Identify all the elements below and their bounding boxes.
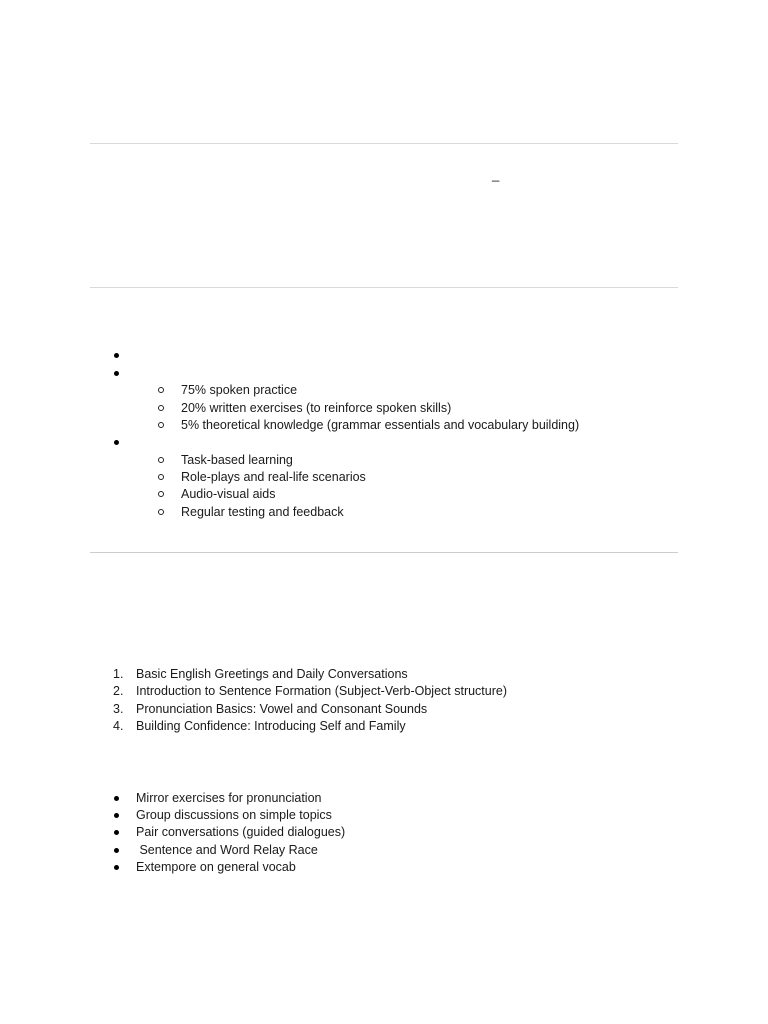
topic-item: Introduction to Sentence Formation (Subject-Verb-Object structure) [136,684,508,698]
activity-item: Extempore on general vocab [136,860,296,874]
sub-bullet-marker [158,509,164,515]
section-divider-bottom [90,552,678,553]
section-divider-middle [90,287,678,288]
activity-bullet [114,848,119,853]
topic-number: 3. [113,702,124,716]
topic-item: Basic English Greetings and Daily Conversations [136,667,408,681]
topic-item: Pronunciation Basics: Vowel and Consonant Sounds [136,702,428,716]
activity-item: Pair conversations (guided dialogues) [136,825,346,839]
method-item: Regular testing and feedback [181,505,344,519]
sub-bullet-marker [158,422,164,428]
bullet-marker-3 [114,440,119,445]
activity-item: Mirror exercises for pronunciation [136,791,322,805]
sub-bullet-marker [158,387,164,393]
schedule-item: 75% spoken practice [181,383,298,397]
topic-number: 2. [113,684,124,698]
bullet-marker-2 [114,371,119,376]
sub-bullet-marker [158,491,164,497]
activity-bullet [114,796,119,801]
method-item: Task-based learning [181,453,293,467]
method-item: Audio-visual aids [181,487,276,501]
sub-bullet-marker [158,474,164,480]
schedule-item: 20% written exercises (to reinforce spoken skills) [181,401,452,415]
method-item: Role-plays and real-life scenarios [181,470,366,484]
section-divider-top [90,143,678,144]
activity-item: Group discussions on simple topics [136,808,332,822]
dash-mark: _ [492,167,500,182]
sub-bullet-marker [158,457,164,463]
activity-bullet [114,813,119,818]
topic-item: Building Confidence: Introducing Self and Family [136,719,406,733]
bullet-marker-1 [114,353,119,358]
activity-bullet [114,865,119,870]
topic-number: 4. [113,719,124,733]
schedule-item: 5% theoretical knowledge (grammar essentials and vocabulary building) [181,418,580,432]
sub-bullet-marker [158,405,164,411]
activity-bullet [114,830,119,835]
topic-number: 1. [113,667,124,681]
activity-item: Sentence and Word Relay Race [136,843,318,857]
